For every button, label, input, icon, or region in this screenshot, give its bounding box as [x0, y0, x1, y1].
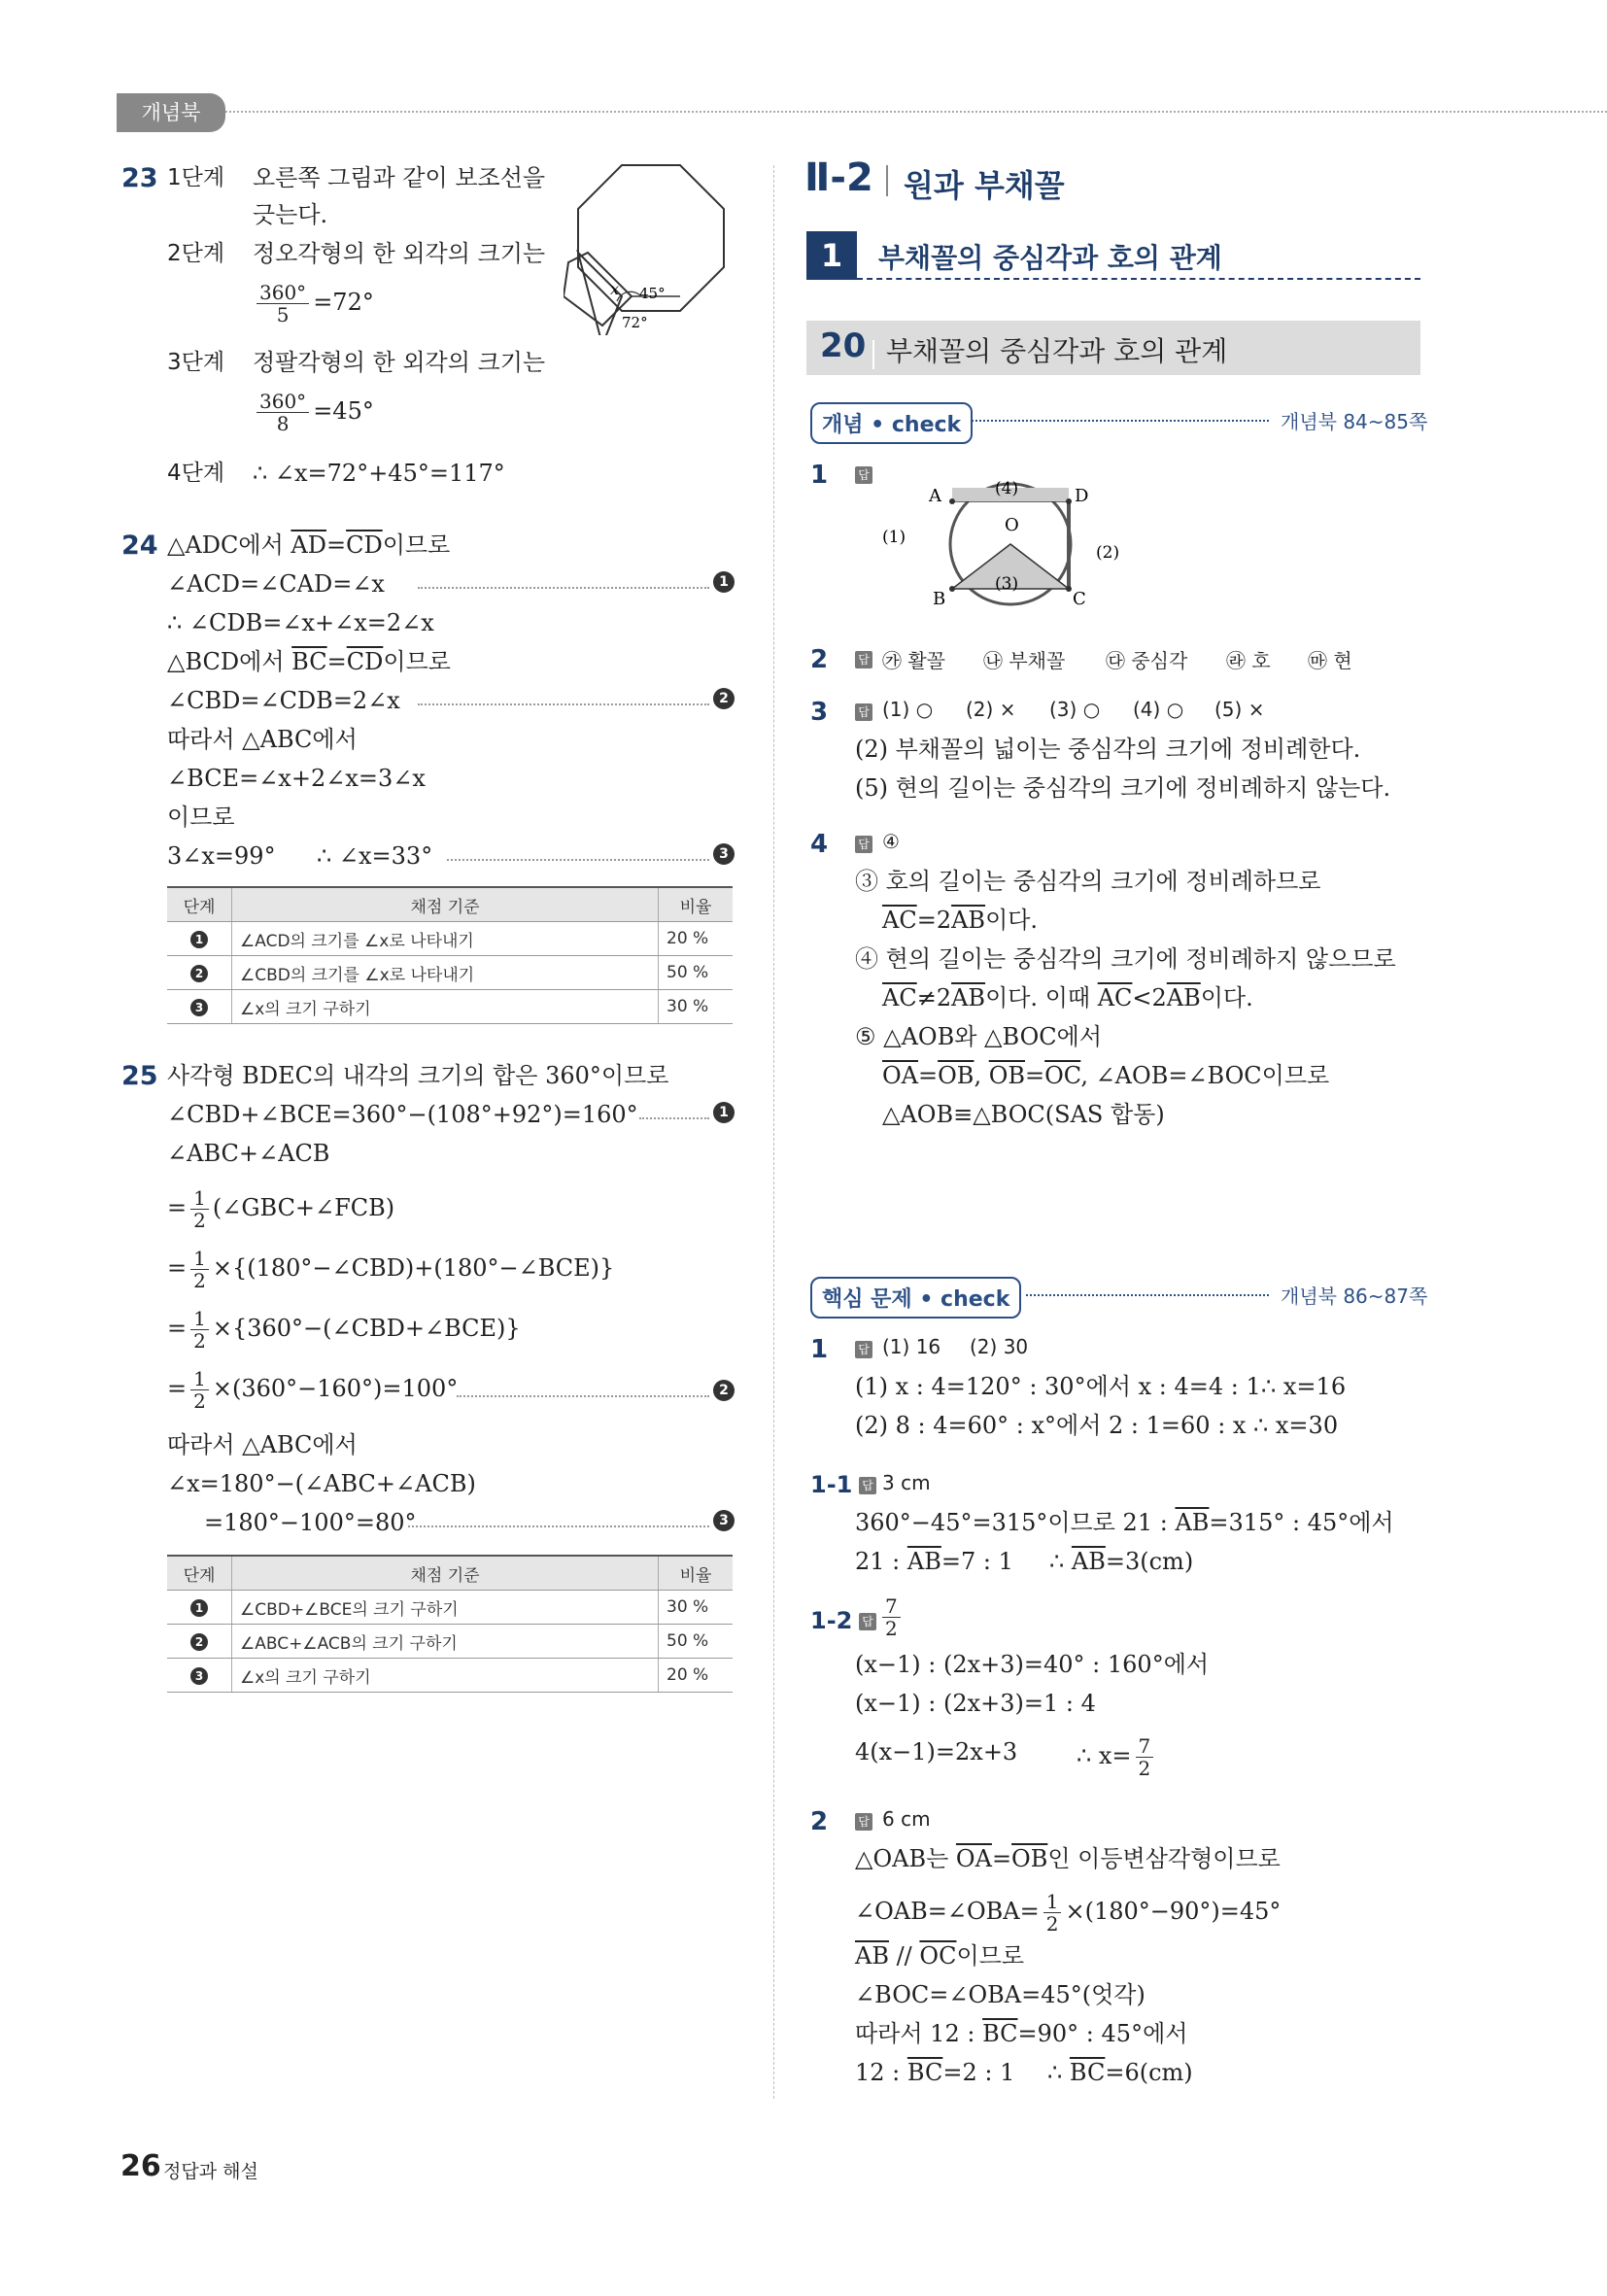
text: 이므로 [383, 648, 451, 675]
k2-explain-6b [1047, 2056, 1193, 2089]
table-row [167, 990, 733, 1024]
frac-num: 1 [1043, 1891, 1062, 1913]
leader-dots [447, 859, 709, 861]
label-B: B [933, 589, 946, 609]
concept-page-ref: 개념북 84~85쪽 [1281, 410, 1428, 433]
answer-tag [855, 464, 872, 484]
check-rule [1026, 1294, 1269, 1296]
text: =2 : 1 [942, 2059, 1015, 2086]
answer-tag-icon: 답 [855, 1341, 872, 1358]
q4-explain-1: ③ 호의 길이는 중심각의 크기에 정비례하므로 [855, 868, 1321, 895]
arc: $\overline{AB}$ [906, 1548, 941, 1575]
frac-den: 2 [885, 1617, 898, 1640]
p25-line10: =180°−100°=80° [204, 1509, 417, 1536]
k2-explain-6 [855, 2056, 1014, 2089]
k1-answer-2: (2) 30 [970, 1335, 1029, 1358]
segment: $\overline{OC}$ [919, 1942, 957, 1970]
p24-line9b: ∴ ∠x=33° [317, 842, 433, 870]
segment: $\overline{CD}$ [346, 531, 383, 559]
concept-check-label: 개념 • check [810, 402, 973, 444]
p25-line2: ∠CBD+∠BCE=360°−(108°+92°)=160° [167, 1101, 638, 1128]
text: =90° : 45°에서 [1017, 2020, 1188, 2047]
segment: $\overline{OC}$ [1044, 1062, 1081, 1089]
frac-num: 360° [256, 391, 309, 413]
marker-1: 1 [713, 1102, 735, 1123]
text: 360°−45°=315°이므로 21 : [855, 1509, 1176, 1536]
k1-1-explain-1 [855, 1506, 1394, 1539]
leader-dots [418, 587, 709, 589]
text: = [325, 531, 347, 559]
arc: $\overline{AB}$ [951, 984, 986, 1011]
text: 인 이등변삼각형이므로 [1047, 1845, 1281, 1872]
text: ∴ [1049, 1548, 1072, 1575]
cell: ∠x의 크기 구하기 [232, 990, 659, 1024]
cell: ∠ABC+∠ACB의 크기 구하기 [232, 1625, 659, 1659]
p24-line2: ∠ACD=∠CAD=∠x [167, 570, 385, 598]
segment: $\overline{CD}$ [346, 648, 384, 675]
frac-num: 1 [190, 1308, 209, 1330]
text: =2 [916, 907, 952, 934]
core-check-label: 핵심 문제 • check [810, 1277, 1021, 1319]
table-row [167, 1625, 733, 1659]
problem-25-number: 25 [121, 1061, 158, 1091]
k1-2-answer [878, 1595, 905, 1639]
k2-explain-1 [855, 1842, 1281, 1875]
answer-tag-icon: 답 [855, 1813, 872, 1831]
page-number: 26 [120, 2149, 161, 2183]
frac-den: 8 [276, 412, 290, 435]
segment: $\overline{AD}$ [291, 531, 326, 559]
arc: $\overline{BC}$ [906, 2059, 943, 2086]
frac-den: 2 [193, 1329, 206, 1353]
frac-den: 2 [193, 1389, 206, 1413]
fig-45-label: 45° [639, 285, 666, 302]
answer-tag-icon: 답 [855, 651, 872, 668]
marker: 1 [190, 931, 208, 948]
th: 비율 [659, 887, 734, 922]
segment: $\overline{BC}$ [291, 648, 327, 675]
k1-1-explain-2 [855, 1545, 1013, 1578]
lesson-divider [872, 340, 874, 369]
section-title: 부채꼴의 중심각과 호의 관계 [878, 242, 1222, 274]
th: 비율 [659, 1556, 734, 1591]
leader-dots [418, 703, 709, 705]
frac-den: 2 [1045, 1912, 1059, 1936]
q2-number: 2 [810, 645, 829, 674]
text: ∴ x= [1077, 1742, 1132, 1769]
q3-explain-2: (5) 현의 길이는 중심각의 크기에 정비례하지 않는다. [855, 774, 1391, 802]
text: = [167, 1315, 188, 1342]
step-4-label: 4단계 [167, 461, 225, 486]
fig-72-label: 72° [622, 314, 648, 331]
p25-line4 [167, 1187, 394, 1231]
p24-line3: ∴ ∠CDB=∠x+∠x=2∠x [167, 609, 434, 636]
cell: ∠CBD+∠BCE의 크기 구하기 [232, 1591, 659, 1625]
text: =7 : 1 [940, 1548, 1013, 1575]
q3-item: (3) ○ [1049, 698, 1101, 721]
cell: 20 % [659, 922, 734, 956]
p23-step3-result: =45° [313, 397, 374, 425]
answer-tag-icon: 답 [855, 466, 872, 484]
k1-explain-1b: ∴ x=16 [1261, 1373, 1347, 1400]
p24-line5: ∠CBD=∠CDB=2∠x [167, 687, 400, 714]
k2-number: 2 [810, 1807, 829, 1836]
p25-line7 [167, 1368, 458, 1412]
segment: $\overline{AC}$ [882, 984, 917, 1011]
arc: $\overline{AB}$ [1071, 1548, 1106, 1575]
label-D: D [1075, 486, 1089, 506]
k1-explain-2a: (2) 8 : 4=60° : x°에서 2 : 1=60 : x [855, 1412, 1247, 1439]
text: 이다. [1200, 984, 1253, 1011]
answer-tag [859, 1475, 876, 1494]
th: 단계 [167, 887, 232, 922]
p24-line1 [167, 529, 450, 562]
text: = [326, 648, 347, 675]
cell: 30 % [659, 1591, 734, 1625]
table-row [167, 956, 733, 990]
th: 단계 [167, 1556, 232, 1591]
marker: 3 [190, 1667, 208, 1685]
p23-step1-text-b: 긋는다. [253, 201, 328, 228]
text: 이므로 [956, 1942, 1025, 1970]
p23-step1-text: 오른쪽 그림과 같이 보조선을 [253, 164, 546, 191]
label-C: C [1073, 589, 1086, 609]
answer-tag [855, 702, 872, 721]
k1-1-explain-2b [1049, 1545, 1193, 1578]
text: 이다. 이때 [985, 984, 1098, 1011]
th: 채점 기준 [232, 1556, 659, 1591]
k2-explain-4: ∠BOC=∠OBA=45°(엇각) [855, 1981, 1145, 2008]
marker: 2 [190, 1633, 208, 1651]
label-3: (3) [995, 574, 1019, 594]
q2-item: ㉱ 호 [1226, 649, 1271, 672]
table-row [167, 922, 733, 956]
k2-explain-3 [855, 1939, 1024, 1972]
marker-3: 3 [713, 1510, 735, 1531]
p23-step3-text: 정팔각형의 한 외각의 크기는 [253, 349, 546, 376]
q3-item: (2) × [966, 698, 1016, 721]
q4-explain-6 [882, 1059, 1329, 1092]
q4-explain-3: ④ 현의 길이는 중심각의 크기에 정비례하지 않으므로 [855, 945, 1396, 973]
p23-step2-result: =72° [313, 289, 374, 316]
text: = [167, 1375, 188, 1402]
q3-item: (5) × [1214, 698, 1265, 721]
k1-number: 1 [810, 1335, 829, 1364]
q3-item: (1) ○ [882, 698, 934, 721]
p25-line5 [167, 1248, 614, 1291]
header-rule [225, 111, 1607, 113]
q2-item: ㉮ 활꼴 [882, 649, 945, 672]
text: = [167, 1194, 188, 1221]
label-1: (1) [882, 528, 906, 547]
check-rule [972, 420, 1269, 422]
answer-tag-icon: 답 [859, 1613, 876, 1630]
leader-dots [408, 1525, 709, 1527]
problem-23-number: 23 [121, 163, 158, 193]
segment: $\overline{OA}$ [882, 1062, 919, 1089]
arc: $\overline{AC}$ [882, 907, 917, 934]
scoring-table-25 [167, 1555, 733, 1693]
segment: $\overline{OB}$ [988, 1062, 1026, 1089]
answer-tag [855, 1339, 872, 1358]
chapter-code: Ⅱ-2 [804, 155, 873, 200]
text: = [918, 1062, 939, 1089]
frac-den: 5 [276, 303, 290, 326]
q4-explain-5: ⑤ △AOB와 △BOC에서 [855, 1023, 1103, 1050]
text: ×{(180°−∠CBD)+(180°−∠BCE)} [212, 1254, 615, 1282]
p25-line1: 사각형 BDEC의 내각의 크기의 합은 360°이므로 [167, 1062, 669, 1089]
frac-num: 1 [190, 1248, 209, 1270]
marker: 2 [190, 965, 208, 982]
table-row [167, 1591, 733, 1625]
text: ×(360°−160°)=100° [212, 1375, 459, 1402]
marker-2: 2 [713, 688, 735, 709]
p24-line6: 따라서 △ABC에서 [167, 726, 358, 753]
p25-line8: 따라서 △ABC에서 [167, 1431, 358, 1458]
answer-tag [855, 649, 872, 668]
segment: $\overline{OB}$ [1011, 1845, 1048, 1872]
p25-line3: ∠ABC+∠ACB [167, 1140, 330, 1167]
lesson-title: 부채꼴의 중심각과 호의 관계 [886, 335, 1228, 367]
q2-item: ㉯ 부채꼴 [983, 649, 1066, 672]
cell: 30 % [659, 990, 734, 1024]
p24-line9a: 3∠x=99° [167, 842, 276, 870]
text: (∠GBC+∠FCB) [212, 1194, 395, 1221]
cell: 20 % [659, 1659, 734, 1693]
cell: ∠ACD의 크기를 ∠x로 나타내기 [232, 922, 659, 956]
answer-tag-icon: 답 [855, 836, 872, 853]
q4-answer: ④ [882, 830, 900, 853]
k1-1-answer: 3 cm [882, 1471, 931, 1494]
text: = [167, 1254, 188, 1282]
marker: 1 [190, 1599, 208, 1617]
step-1-label: 1단계 [167, 165, 225, 190]
answer-tag [859, 1611, 876, 1630]
frac-den: 2 [1138, 1757, 1151, 1780]
core-page-ref: 개념북 86~87쪽 [1281, 1285, 1428, 1308]
text: 12 : [855, 2059, 907, 2086]
leader-dots [639, 1117, 709, 1119]
p23-step2-formula [253, 282, 374, 326]
circle-figure [874, 474, 1146, 610]
arc: $\overline{BC}$ [982, 2020, 1018, 2047]
step-2-label: 2단계 [167, 241, 225, 266]
arc: $\overline{BC}$ [1069, 2059, 1106, 2086]
arc: $\overline{AB}$ [951, 907, 986, 934]
q3-item: (4) ○ [1133, 698, 1184, 721]
q4-number: 4 [810, 830, 829, 859]
text: △OAB는 [855, 1845, 956, 1872]
segment: $\overline{AC}$ [1097, 984, 1133, 1011]
table-row [167, 1659, 733, 1693]
marker-1: 1 [713, 571, 735, 593]
cell: ∠x의 크기 구하기 [232, 1659, 659, 1693]
text: // [888, 1942, 920, 1970]
marker-2: 2 [713, 1380, 735, 1401]
k1-2-explain-1: (x−1) : (2x+3)=40° : 160°에서 [855, 1651, 1210, 1678]
k1-explain-1a: (1) x : 4=120° : 30°에서 x : 4=4 : 1 [855, 1373, 1261, 1400]
cell: ∠CBD의 크기를 ∠x로 나타내기 [232, 956, 659, 990]
text: ∴ [1047, 2059, 1070, 2086]
frac-num: 7 [882, 1595, 901, 1618]
frac-num: 1 [190, 1368, 209, 1390]
p24-line8: 이므로 [167, 804, 235, 831]
p24-line4 [167, 645, 451, 678]
k1-2-explain-2: (x−1) : (2x+3)=1 : 4 [855, 1690, 1096, 1717]
text: △ADC에서 [167, 531, 291, 559]
answer-tag [855, 1811, 872, 1831]
frac-den: 2 [193, 1209, 206, 1232]
text: ×{360°−(∠CBD+∠BCE)} [212, 1315, 521, 1342]
k1-2-explain-3a: 4(x−1)=2x+3 [855, 1738, 1018, 1765]
k2-answer: 6 cm [882, 1807, 931, 1831]
q3-explain-1: (2) 부채꼴의 넓이는 중심각의 크기에 정비례한다. [855, 736, 1361, 763]
label-4: (4) [995, 479, 1019, 498]
q1-number: 1 [810, 461, 829, 490]
segment: $\overline{AB}$ [855, 1942, 889, 1970]
k2-explain-5 [855, 2017, 1187, 2050]
q2-item: ㉰ 중심각 [1106, 649, 1188, 672]
text: 21 : [855, 1548, 907, 1575]
step-3-label: 3단계 [167, 350, 225, 375]
section-number: 1 [806, 231, 857, 280]
answer-tag-icon: 답 [855, 703, 872, 721]
q4-explain-2 [882, 904, 1038, 937]
chapter-divider [886, 165, 888, 196]
fig-x-label: x [610, 280, 620, 298]
text: ×(180°−90°)=45° [1065, 1898, 1282, 1925]
header-tab: 개념북 [117, 93, 225, 132]
text: =3(cm) [1105, 1548, 1194, 1575]
frac-num: 1 [190, 1187, 209, 1210]
p25-line6 [167, 1308, 521, 1352]
k1-2-number: 1-2 [810, 1607, 853, 1634]
k1-1-number: 1-1 [810, 1471, 853, 1498]
q3-number: 3 [810, 698, 829, 727]
q2-item: ㉲ 현 [1308, 649, 1352, 672]
text: 따라서 12 : [855, 2020, 983, 2047]
text: △BCD에서 [167, 648, 292, 675]
chapter-title: 원과 부채꼴 [904, 167, 1065, 204]
polygon-figure [564, 160, 738, 335]
marker: 3 [190, 999, 208, 1016]
q4-explain-4 [882, 981, 1253, 1014]
segment: $\overline{OB}$ [938, 1062, 974, 1089]
cell: 50 % [659, 956, 734, 990]
th: 채점 기준 [232, 887, 659, 922]
p23-step4-text: ∴ ∠x=72°+45°=117° [253, 460, 505, 487]
marker-3: 3 [713, 843, 735, 865]
text: , ∠AOB=∠BOC이므로 [1080, 1062, 1330, 1089]
text: ≠2 [916, 984, 952, 1011]
text: ∠OAB=∠OBA= [855, 1898, 1040, 1925]
frac-num: 360° [256, 282, 309, 304]
cell: 50 % [659, 1625, 734, 1659]
p23-step2-text: 정오각형의 한 외각의 크기는 [253, 240, 546, 267]
k1-answer-1: (1) 16 [882, 1335, 941, 1358]
answer-tag-icon: 답 [859, 1477, 876, 1494]
label-O: O [1005, 515, 1019, 535]
text: =6(cm) [1105, 2059, 1193, 2086]
text: =315° : 45°에서 [1209, 1509, 1394, 1536]
arc: $\overline{AB}$ [1166, 984, 1201, 1011]
text: = [1025, 1062, 1045, 1089]
section-rule [857, 278, 1420, 280]
answer-tag [855, 834, 872, 853]
label-2: (2) [1096, 543, 1120, 563]
p25-line9: ∠x=180°−(∠ABC+∠ACB) [167, 1470, 476, 1497]
scoring-table-24 [167, 886, 733, 1024]
text: = [991, 1845, 1012, 1872]
text: , [974, 1062, 989, 1089]
arc: $\overline{AB}$ [1175, 1509, 1210, 1536]
label-A: A [929, 486, 941, 506]
lesson-number: 20 [820, 326, 867, 365]
footer-label: 정답과 해설 [163, 2161, 258, 2182]
k1-explain-2b: ∴ x=30 [1253, 1412, 1339, 1439]
p24-line7: ∠BCE=∠x+2∠x=3∠x [167, 765, 426, 792]
q4-explain-7: △AOB≡△BOC(SAS 합동) [882, 1101, 1165, 1128]
column-divider [773, 165, 774, 2099]
k1-2-explain-3b [1077, 1735, 1157, 1779]
problem-24-number: 24 [121, 531, 158, 561]
frac-num: 7 [1136, 1735, 1154, 1758]
text: 이므로 [382, 531, 451, 559]
text: <2 [1132, 984, 1167, 1011]
text: 이다. [985, 907, 1039, 934]
k2-explain-2 [855, 1891, 1281, 1935]
leader-dots [457, 1395, 709, 1397]
p23-step3-formula [253, 391, 374, 434]
segment: $\overline{OA}$ [955, 1845, 992, 1872]
frac-den: 2 [193, 1269, 206, 1292]
